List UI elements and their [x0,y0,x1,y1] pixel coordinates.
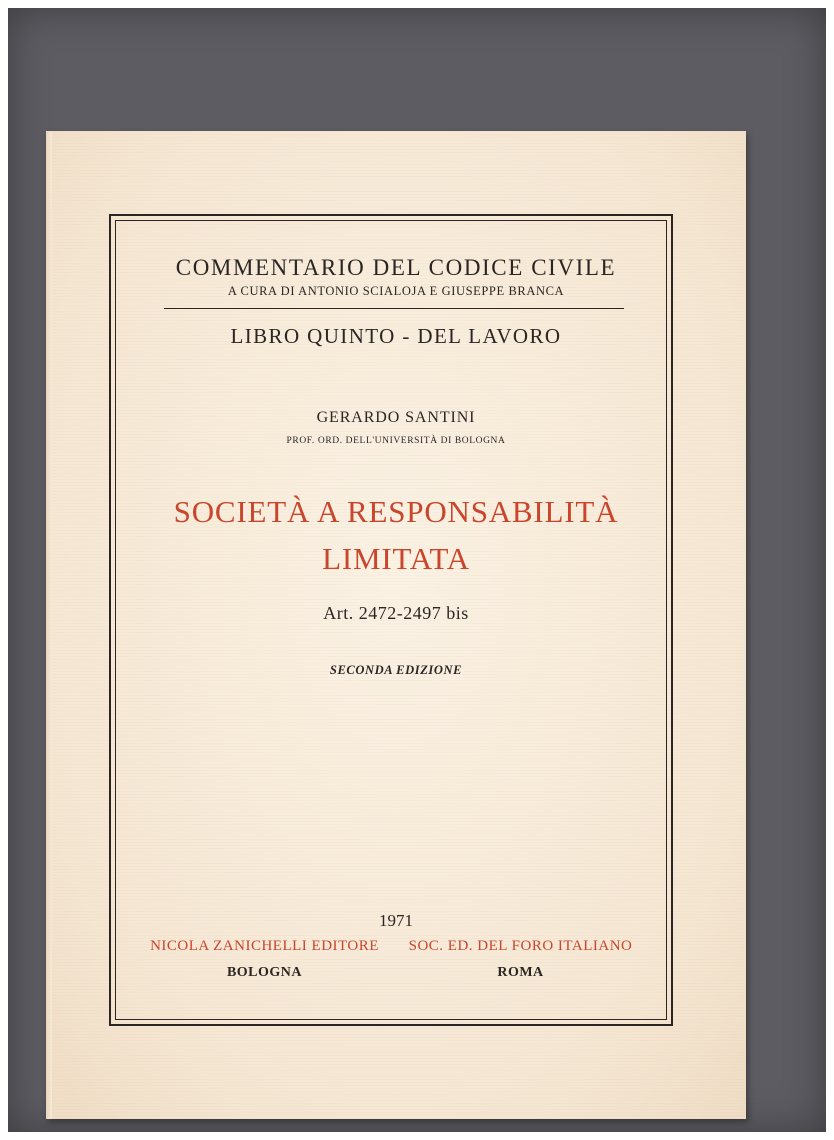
publisher-left-city: BOLOGNA [226,965,303,980]
main-title-line-2: LIMITATA [322,541,470,576]
publisher-left-name: NICOLA ZANICHELLI EDITORE [150,938,379,954]
book-cover [46,131,746,1119]
edition-label: SECONDA EDIZIONE [329,663,463,677]
series-title: COMMENTARIO DEL CODICE CIVILE [175,255,617,280]
series-editors: A CURA DI ANTONIO SCIALOJA E GIUSEPPE BRANCA [227,284,565,298]
articles-range: Art. 2472-2497 bis [323,603,469,623]
book-title: LIBRO QUINTO - DEL LAVORO [230,324,562,348]
publishers-block [46,938,746,988]
publisher-right-city: ROMA [497,965,544,980]
main-title-line-1: SOCIETÀ A RESPONSABILITÀ [173,494,619,529]
publisher-right-name: SOC. ED. DEL FORO ITALIANO [408,938,633,954]
author-name: GERARDO SANTINI [316,409,476,426]
title-divider-rule [164,308,624,309]
author-role: PROF. ORD. DELL'UNIVERSITÀ DI BOLOGNA [286,436,506,446]
publication-year: 1971 [379,911,413,930]
